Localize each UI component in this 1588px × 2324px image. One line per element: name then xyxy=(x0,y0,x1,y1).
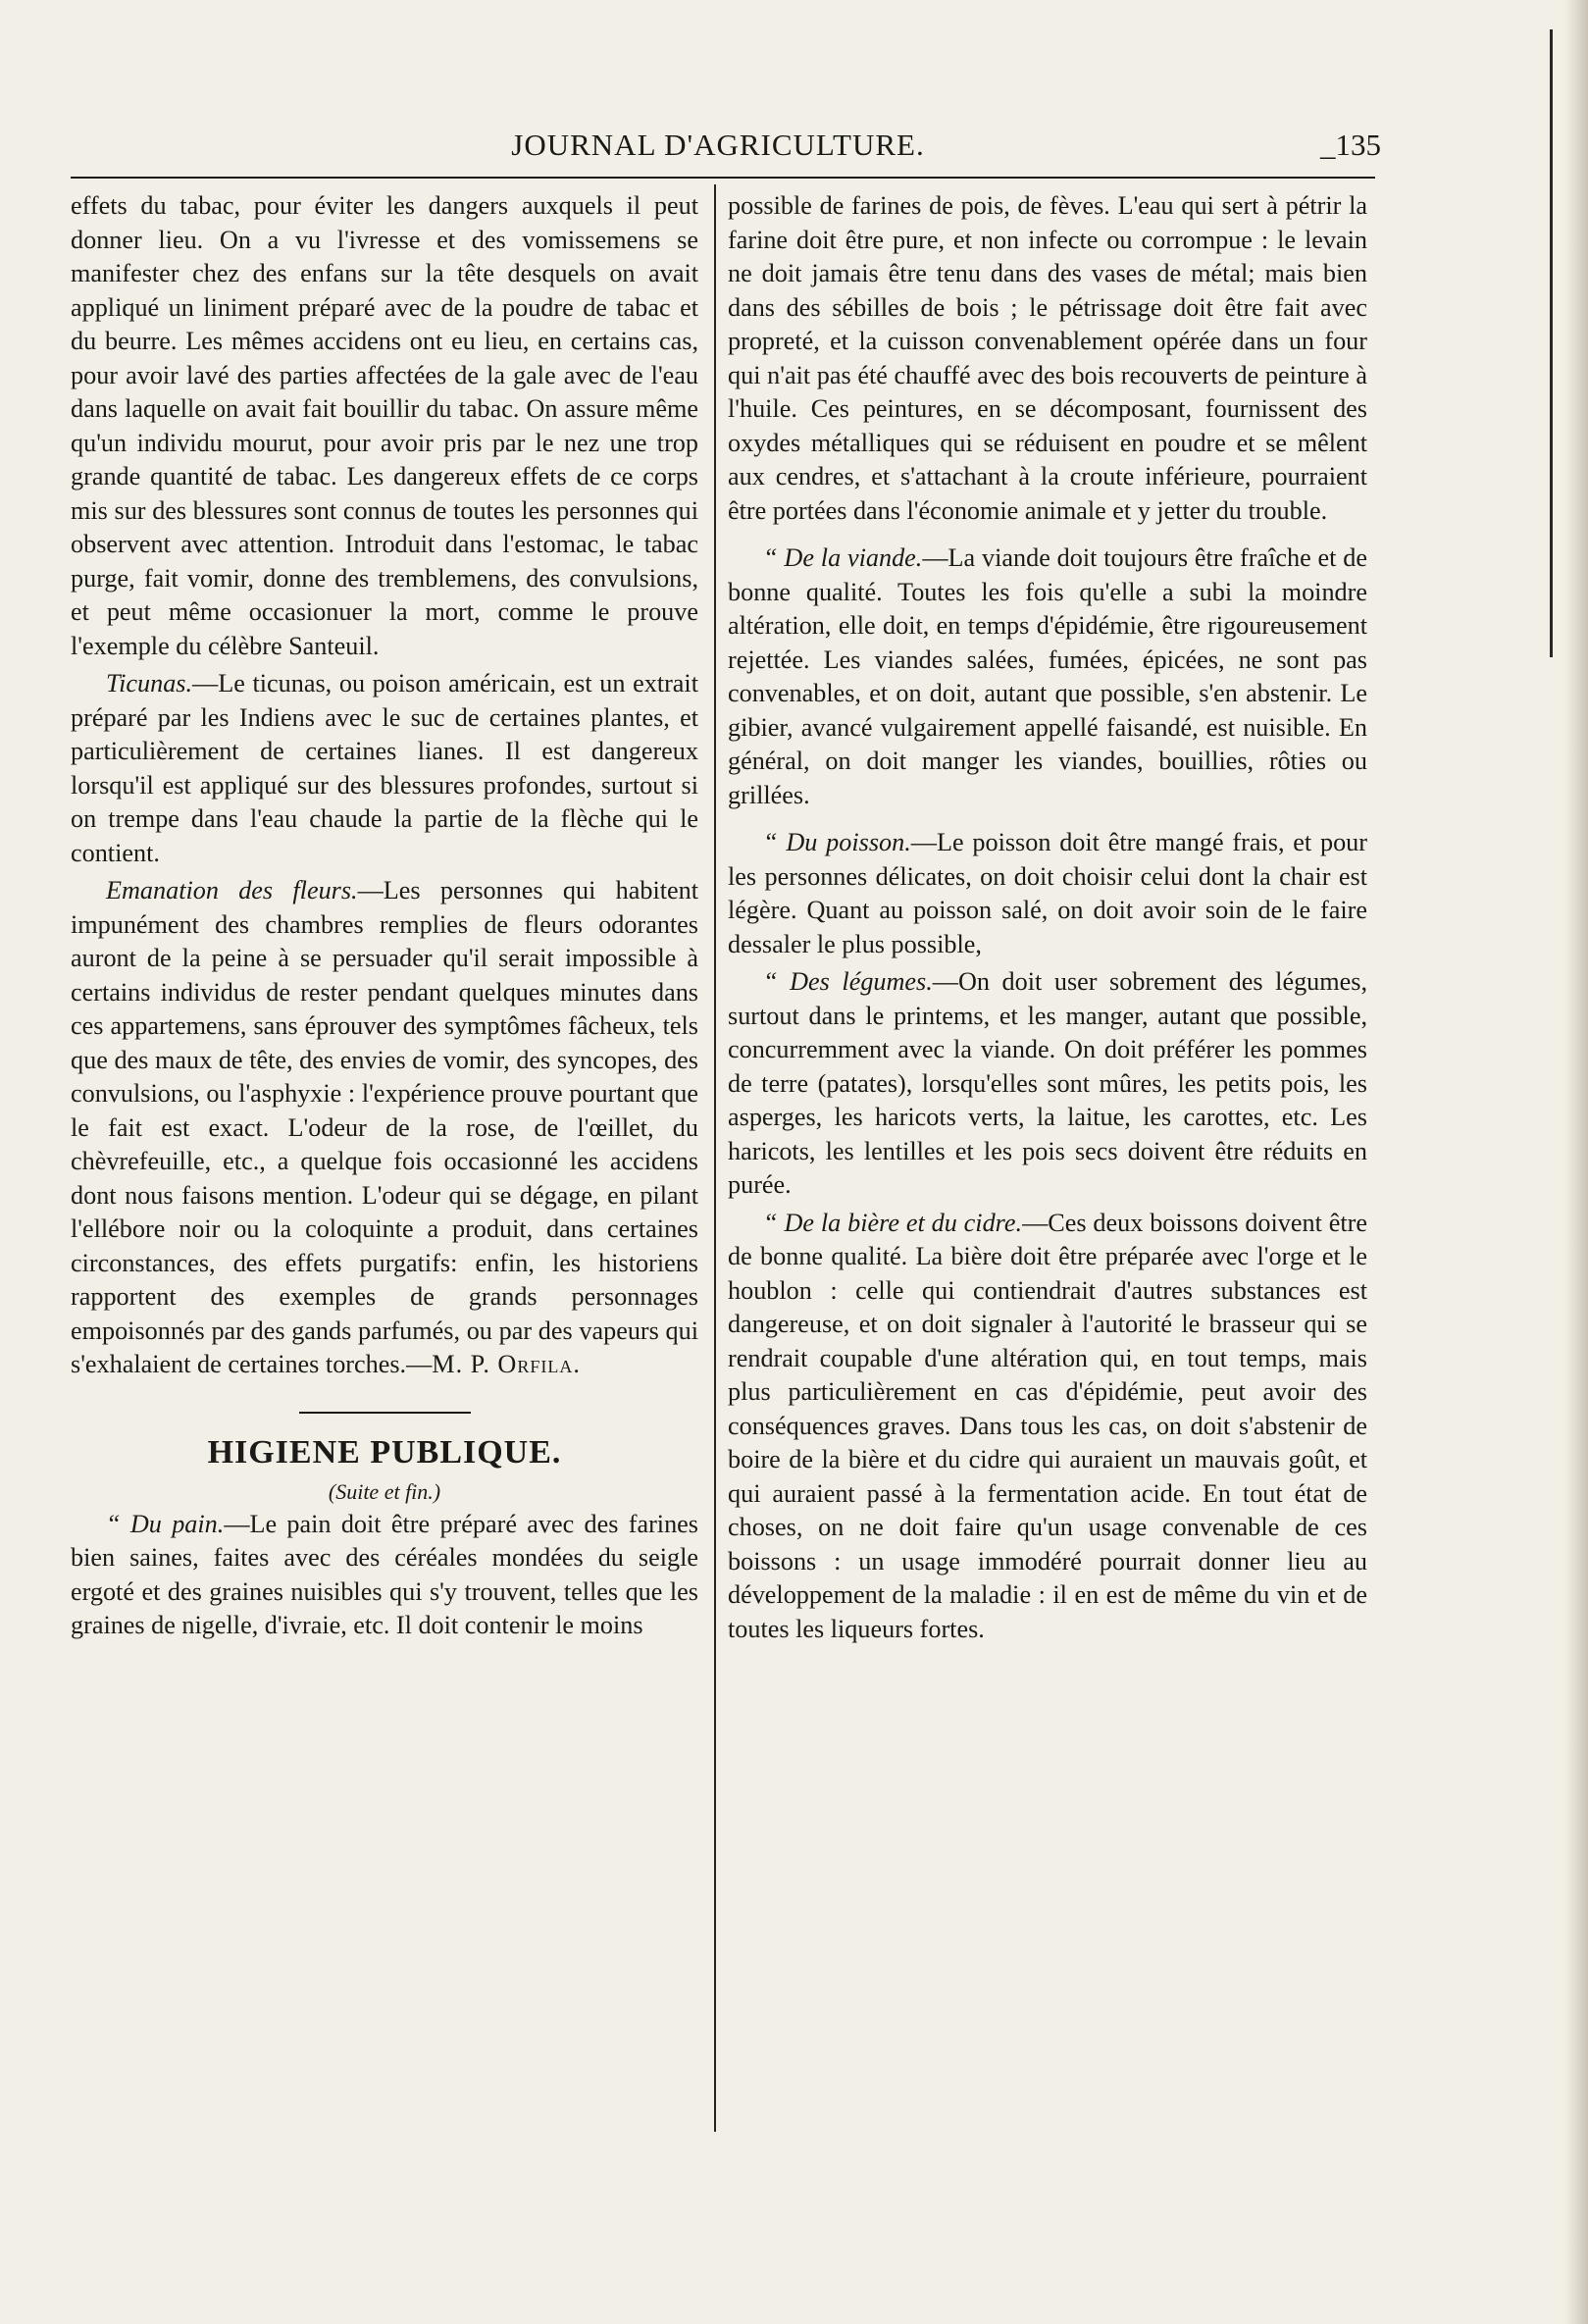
poisson-heading: “ Du poisson. xyxy=(763,828,911,856)
pain-text: —Le pain doit être préparé avec des farines bien saines, faites avec des céréales mondées du seigle ergoté et des graines nuisibles qui s'y trouvent, telles que les graines de nigelle, d'ivraie, etc. Il doit contenir le moins xyxy=(71,1509,698,1639)
running-title: JOURNAL D'AGRICULTURE. xyxy=(511,128,925,162)
header-rule xyxy=(71,177,1375,179)
paragraph-farines-suite: possible de farines de pois, de fèves. L'eau qui sert à pétrir la farine doit être pure, et non infecte ou corrompue : le levain ne doit jamais être tenu dans des vases de métal; mais bien dans des sébilles de bois ; le pétrissage doit être fait avec propreté, et la cuisson convenablement opérée dans un four qui n'ait pas été chauffé avec des bois recouverts de peinture à l'huile. Ces peintures, en se décomposant, fournissent des oxydes métalliques qui se réduisent en poudre et se mêlent aux cendres, et s'attachant à la croute inférieure, pourraient être portées dans l'économie animale et y jetter du trouble. xyxy=(728,191,1367,525)
biere-text: —Ces deux boissons doivent être de bonne qualité. La bière doit être préparée avec l'orge et le houblon : celle qui contiendrait d'autres substances est dangereuse, et on doit signaler à l'autorité le brasseur qui se rendrait coupable d'une altération qui, en tout temps, mais plus particulièrement en cas d'épidémie, peut avoir des conséquences graves. Dans tous les cas, on doit s'abstenir de boire de la bière et du cidre qui auraient un mauvais goût, et qui auraient passé à la fermentation acide. En tout état de choses, on ne doit faire qu'un usage convenable de ces boissons : un usage immodéré pourrait donner lieu au développement de la maladie : il en est de même du vin et de toutes les liqueurs fortes. xyxy=(728,1208,1367,1643)
ticunas-text: —Le ticunas, ou poison américain, est un extrait préparé par les Indiens avec le suc de certaines plantes, et particulièrement de certaines lianes. Il est dangereux lorsqu'il est appliqué sur des blessures profondes, surtout si on trempe dans l'eau chaude la partie de la flèche qui le contient. xyxy=(71,669,698,867)
paragraph-tabac: effets du tabac, pour éviter les dangers auxquels il peut donner lieu. On a vu l'ivresse et des vomissemens se manifester chez des enfans sur la tête desquels on avait appliqué un liniment préparé avec de la poudre de tabac et du beurre. Les mêmes accidens ont eu lieu, en certains cas, pour avoir lavé des parties affectées de la gale avec de l'eau dans laquelle on avait fait bouillir du tabac. On assure même qu'un individu mourut, pour avoir pris par le nez une trop grande quantité de tabac. Les dangereux effets de ce corps mis sur des blessures sont connus de toutes les personnes qui observent avec attention. Introduit dans l'estomac, le tabac purge, fait vomir, donne des tremblemens, des convulsions, et peut même occasionuer la mort, comme le prouve l'exemple du célèbre Santeuil. xyxy=(71,191,698,660)
paragraph-viande xyxy=(728,542,1367,812)
viande-text: —La viande doit toujours être fraîche et de bonne qualité. Toutes les fois qu'elle a subi la moindre altération, elle doit, en temps d'épidémie, être rigoureusement rejettée. Les viandes salées, fumées, épicées, ne sont pas convenables, et on doit, autant que possible, s'en abstenir. Le gibier, avancé vulgairement appellé faisandé, est nuisible. En général, on doit manger les viandes, bouillies, rôties ou grillées. xyxy=(728,543,1367,809)
poisson-text: —Le poisson doit être mangé frais, et pour les personnes délicates, on doit choisir celui dont la chair est légère. Quant au poisson salé, on doit avoir soin de le faire dessaler le plus possible, xyxy=(728,828,1367,958)
biere-heading: “ De la bière et du cidre. xyxy=(763,1208,1023,1237)
binding-edge-line xyxy=(1550,29,1553,657)
page-number: _135 xyxy=(1320,128,1381,162)
viande-heading: “ De la viande. xyxy=(763,543,923,572)
page-edge-shadow xyxy=(1564,0,1588,2324)
column-divider xyxy=(714,184,716,2132)
section-title: HIGIENE PUBLIQUE. xyxy=(207,1433,562,1471)
legumes-heading: “ Des légumes. xyxy=(763,967,933,996)
ticunas-heading: Ticunas. xyxy=(106,669,193,697)
paragraph-legumes xyxy=(728,965,1367,1203)
section-divider xyxy=(299,1412,471,1414)
paragraph-biere-cidre xyxy=(728,1207,1367,1647)
emanation-heading: Emanation des fleurs. xyxy=(106,876,358,904)
page-header xyxy=(71,124,1381,173)
emanation-text: —Les personnes qui habitent impunément des chambres remplies de fleurs odorantes auront de la peine à se persuader qu'il serait impossible à certains individus de rester pendant quelques minutes dans ces appartemens, sans éprouver des symptômes fâcheux, tels que des maux de tête, des envies de vomir, des syncopes, des convulsions, ou l'asphyxie : l'expérience prouve pourtant que le fait est exact. L'odeur de la rose, de l'œillet, du chèvrefeuille, etc., a quelque fois occasionné les accidens dont nous faisons mention. L'odeur qui se dégage, en pilant l'ellébore noir ou la coloquinte a produit, dans certaines circonstances, des effets purgatifs: enfin, les historiens rapportent des exemples de grands personnages empoisonnés par des gands parfumés, ou par des vapeurs qui s'exhalaient de certaines torches.— xyxy=(71,876,698,1378)
paragraph-emanation-fleurs xyxy=(71,874,698,1382)
right-column xyxy=(728,189,1367,1646)
pain-heading: “ Du pain. xyxy=(106,1509,225,1538)
legumes-text: —On doit user sobrement des légumes, surtout dans le printems, et les manger, autant que possible, concurremment avec la viande. On doit préférer les pommes de terre (patates), lorsqu'elles sont mûres, les petits pois, les asperges, les haricots verts, la laitue, les carottes, etc. Les haricots, les lentilles et les pois secs doivent être réduits en purée. xyxy=(728,967,1368,1199)
author-signature: M. P. Orfila. xyxy=(432,1350,581,1378)
paragraph-du-pain xyxy=(71,1508,698,1643)
paragraph-ticunas xyxy=(71,667,698,870)
left-column xyxy=(71,189,698,1643)
section-subtitle: (Suite et fin.) xyxy=(328,1478,441,1504)
paragraph-poisson xyxy=(728,826,1367,961)
